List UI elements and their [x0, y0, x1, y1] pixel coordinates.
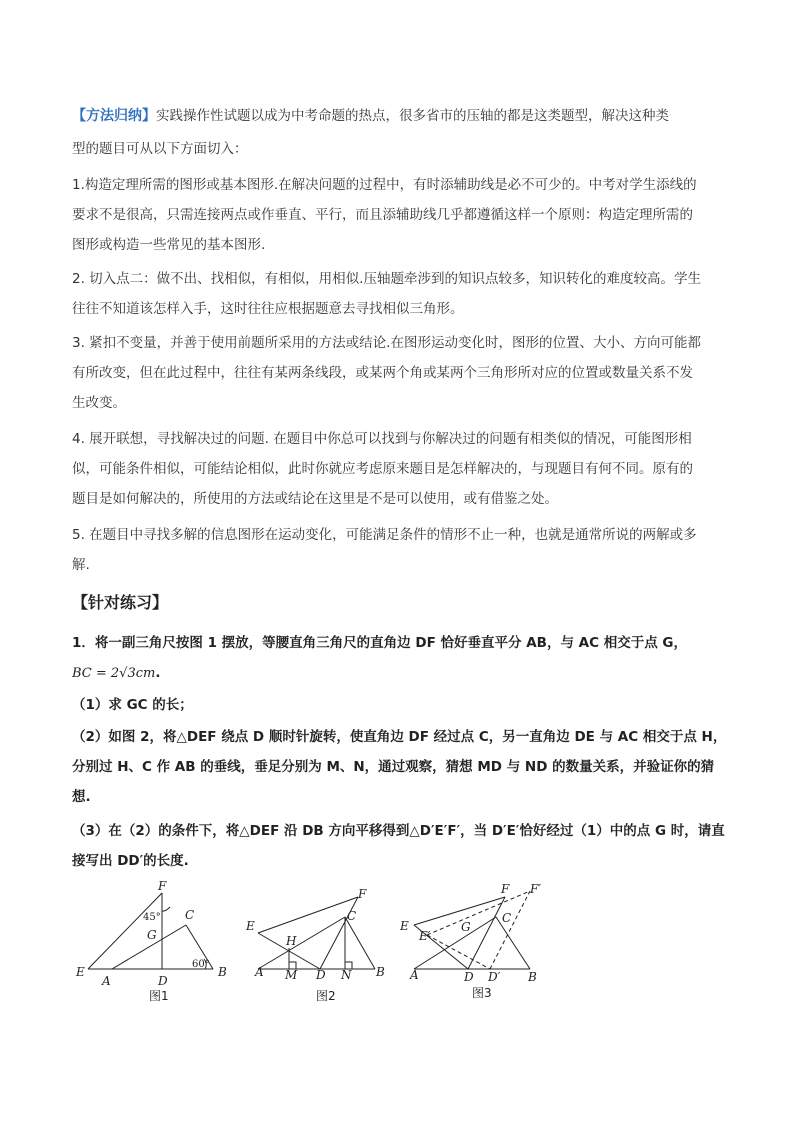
fig2-label-B: B	[376, 965, 385, 979]
figure-2	[258, 897, 375, 969]
method-intro-line2: 型的题目可从以下方面切入：	[72, 141, 248, 157]
fig3-label-G: G	[461, 920, 471, 934]
fig1-label-E: E	[76, 965, 85, 979]
fig3-line-DF	[468, 897, 505, 969]
part-1: （1）求 GC 的长；	[72, 697, 193, 713]
fig1-label-C: C	[185, 908, 195, 922]
method-intro-line1: 实践操作性试题以成为中考命题的热点，很多省市的压轴的都是这类题型，解决这种类	[156, 108, 669, 124]
fig2-label-M: M	[285, 968, 298, 982]
part3-line: 接写出 DD′的长度.	[72, 853, 189, 869]
fig3-label-C: C	[502, 911, 512, 925]
figure-3	[414, 891, 530, 969]
point-line: 解.	[72, 557, 90, 573]
fig3-label-D: D	[464, 970, 474, 984]
point-line: 似，可能条件相似，可能结论相似，此时你就应考虑原来题目是怎样解决的，与现题目有何不同。原有的	[72, 461, 693, 477]
fig3-label-D-prime: D′	[488, 970, 501, 984]
point-line: 1.构造定理所需的图形或基本图形.在解决问题的过程中，有时添辅助线是必不可少的。中考对学生添线的	[72, 177, 697, 193]
fig3-line-AC	[414, 917, 496, 969]
point-line: 3. 紧扣不变量，并善于使用前题所采用的方法或结论.在图形运动变化时，图形的位置、大小、方向可能都	[72, 335, 701, 351]
fig3-label-F: F	[501, 882, 510, 896]
fig3-line-D2F2	[490, 891, 530, 969]
part2-line: 分别过 H、C 作 AB 的垂线，垂足分别为 M、N，通过观察，猜想 MD 与 ND 的数量关系，并验证你的猜	[72, 759, 715, 775]
fig1-label-B: B	[218, 965, 227, 979]
fig3-label-E: E	[400, 919, 409, 933]
point-line: 题目是如何解决的，所使用的方法或结论在这里是不是可以使用，或有借鉴之处。	[72, 491, 558, 507]
part2-line: （2）如图 2，将△DEF 绕点 D 顺时针旋转，使直角边 DF 经过点 C，另一直角边 DE 与 AC 相交于点 H，	[72, 729, 727, 745]
point-line: 有所改变，但在此过程中，往往有某两条线段，或某两个角或某两个三角形所对应的位置或数量关系不发	[72, 365, 693, 381]
q1-line1: 1．将一副三角尺按图 1 摆放，等腰直角三角尺的直角边 DF 恰好垂直平分 AB，与 AC 相交于点 G，	[72, 635, 687, 651]
fig2-line-EF	[258, 897, 358, 933]
q1-end: .	[155, 665, 161, 681]
fig1-caption: 图1	[149, 989, 169, 1003]
fig1-label-angle60: 60°	[192, 959, 210, 970]
fig1-label-G: G	[147, 928, 157, 942]
fig1-label-angle45: 45°	[143, 912, 161, 923]
fig1-label-A: A	[102, 974, 111, 988]
fig3-label-F-prime: F′	[530, 882, 542, 896]
fig3-label-A: A	[410, 968, 419, 982]
fig2-label-F: F	[358, 887, 367, 901]
practice-title: 【针对练习】	[72, 593, 169, 612]
q1-math: BC = 2√3cm	[72, 666, 156, 681]
fig1-label-F: F	[158, 879, 167, 893]
part2-line: 想.	[72, 789, 91, 805]
point-line: 5. 在题目中寻找多解的信息图形在运动变化，可能满足条件的情形不止一种，也就是通常所说的两解或多	[72, 527, 697, 543]
point-line: 4. 展开联想，寻找解决过的问题. 在题目中你总可以找到与你解决过的问题有相类似的情况，可能图形相	[72, 431, 692, 447]
part3-line: （3）在（2）的条件下，将△DEF 沿 DB 方向平移得到△D′E′F′，当 D′E′恰好经过（1）中的点 G 时，请直	[72, 823, 725, 839]
fig2-line-DF	[320, 897, 358, 969]
fig3-label-B: B	[528, 970, 537, 984]
fig2-label-N: N	[341, 968, 352, 982]
fig3-caption: 图3	[472, 986, 492, 1000]
fig2-line-AC	[258, 917, 345, 969]
fig1-label-D: D	[158, 974, 168, 988]
fig2-label-C: C	[347, 909, 357, 923]
fig2-label-E: E	[246, 919, 255, 933]
point-line: 图形或构造一些常见的基本图形.	[72, 237, 266, 253]
fig3-line-E2D2	[427, 935, 490, 969]
fig2-label-A: A	[255, 965, 264, 979]
fig2-label-D: D	[316, 968, 326, 982]
point-line: 要求不是很高，只需连接两点或作垂直、平行，而且添辅助线几乎都遵循这样一个原则：构造定理所需的	[72, 207, 693, 223]
point-line: 2. 切入点二：做不出、找相似，有相似，用相似.压轴题牵涉到的知识点较多，知识转化的难度较高。学生	[72, 271, 701, 287]
fig2-line-CB	[345, 917, 375, 969]
fig2-label-H: H	[286, 934, 297, 948]
method-title: 【方法归纳】	[72, 108, 156, 124]
point-line: 往往不知道该怎样入手，这时往往应根据题意去寻找相似三角形。	[72, 301, 464, 317]
fig3-label-E-prime: E′	[419, 929, 431, 943]
point-line: 生改变。	[72, 395, 126, 411]
fig2-caption: 图2	[316, 989, 336, 1003]
fig1-angle45-arc	[162, 907, 170, 911]
